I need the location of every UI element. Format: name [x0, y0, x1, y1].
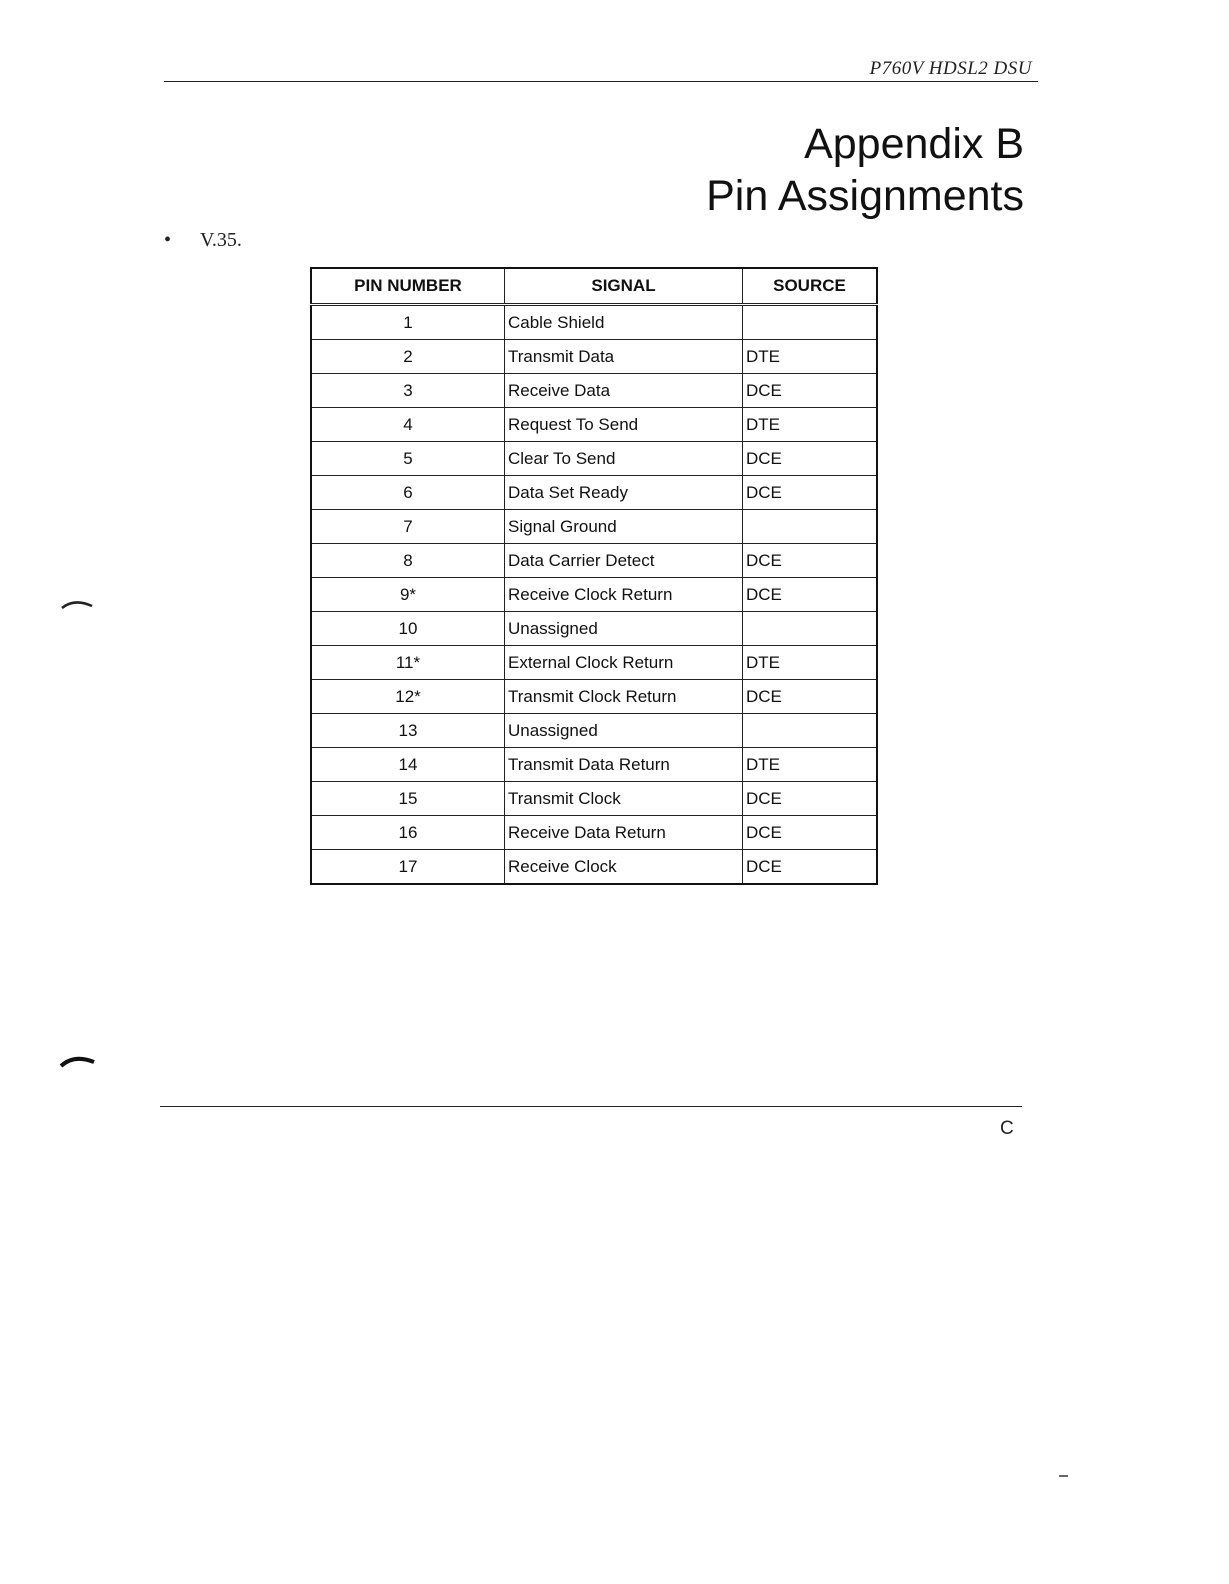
pin-number-cell: 3: [311, 374, 505, 408]
running-header: P760V HDSL2 DSU: [869, 58, 1032, 79]
source-cell: [743, 612, 878, 646]
signal-cell: Request To Send: [505, 408, 743, 442]
footer-rule: [160, 1106, 1022, 1107]
signal-cell: External Clock Return: [505, 646, 743, 680]
pin-number-cell: 6: [311, 476, 505, 510]
header-rule: [164, 81, 1038, 82]
source-cell: DTE: [743, 340, 878, 374]
pin-number-cell: 5: [311, 442, 505, 476]
title-line-appendix: Appendix B: [804, 120, 1024, 168]
bullet-item: [164, 229, 242, 252]
scan-mark-upper: [60, 596, 96, 612]
pin-number-cell: 12*: [311, 680, 505, 714]
table-body: [311, 305, 877, 885]
signal-cell: Clear To Send: [505, 442, 743, 476]
signal-cell: Receive Data: [505, 374, 743, 408]
header-pin-number: PIN NUMBER: [311, 268, 505, 305]
title-line-pin-assignments: Pin Assignments: [706, 172, 1024, 220]
header-source: SOURCE: [743, 268, 878, 305]
pin-number-cell: 7: [311, 510, 505, 544]
table-row: [311, 305, 877, 340]
signal-cell: Receive Clock: [505, 850, 743, 885]
signal-cell: Transmit Clock Return: [505, 680, 743, 714]
table-row: [311, 816, 877, 850]
signal-cell: Unassigned: [505, 612, 743, 646]
source-cell: DCE: [743, 816, 878, 850]
pin-number-cell: 15: [311, 782, 505, 816]
table-row: [311, 850, 877, 885]
source-cell: [743, 305, 878, 340]
table-row: [311, 476, 877, 510]
table-row: [311, 646, 877, 680]
signal-cell: Signal Ground: [505, 510, 743, 544]
source-cell: DCE: [743, 782, 878, 816]
table-row: [311, 748, 877, 782]
source-cell: DCE: [743, 680, 878, 714]
signal-cell: Receive Clock Return: [505, 578, 743, 612]
table-row: [311, 510, 877, 544]
source-cell: DCE: [743, 442, 878, 476]
signal-cell: Unassigned: [505, 714, 743, 748]
source-cell: DCE: [743, 578, 878, 612]
table-row: [311, 578, 877, 612]
table-header-row: [311, 268, 877, 305]
table-row: [311, 408, 877, 442]
table-row: [311, 782, 877, 816]
source-cell: DTE: [743, 408, 878, 442]
table-row: [311, 442, 877, 476]
signal-cell: Data Set Ready: [505, 476, 743, 510]
pin-number-cell: 4: [311, 408, 505, 442]
page-title: [706, 118, 1024, 222]
table-row: [311, 714, 877, 748]
table-row: [311, 612, 877, 646]
signal-cell: Receive Data Return: [505, 816, 743, 850]
pin-assignment-table: [310, 267, 878, 885]
pin-number-cell: 1: [311, 305, 505, 340]
source-cell: DTE: [743, 646, 878, 680]
table-row: [311, 374, 877, 408]
table-row: [311, 680, 877, 714]
source-cell: DCE: [743, 850, 878, 885]
bullet-text: V.35.: [200, 229, 242, 251]
bullet-symbol: •: [164, 229, 172, 251]
source-cell: DTE: [743, 748, 878, 782]
pin-number-cell: 11*: [311, 646, 505, 680]
page-label: C: [1000, 1118, 1014, 1139]
signal-cell: Cable Shield: [505, 305, 743, 340]
table-row: [311, 544, 877, 578]
pin-number-cell: 10: [311, 612, 505, 646]
pin-number-cell: 2: [311, 340, 505, 374]
header-signal: SIGNAL: [505, 268, 743, 305]
source-cell: [743, 510, 878, 544]
source-cell: [743, 714, 878, 748]
scan-mark-lower: [58, 1052, 98, 1070]
pin-number-cell: 13: [311, 714, 505, 748]
signal-cell: Transmit Clock: [505, 782, 743, 816]
pin-number-cell: 16: [311, 816, 505, 850]
pin-number-cell: 8: [311, 544, 505, 578]
source-cell: DCE: [743, 374, 878, 408]
pin-number-cell: 9*: [311, 578, 505, 612]
source-cell: DCE: [743, 476, 878, 510]
signal-cell: Data Carrier Detect: [505, 544, 743, 578]
table-row: [311, 340, 877, 374]
signal-cell: Transmit Data Return: [505, 748, 743, 782]
signal-cell: Transmit Data: [505, 340, 743, 374]
pin-number-cell: 14: [311, 748, 505, 782]
pin-number-cell: 17: [311, 850, 505, 885]
scan-mark-corner: [1058, 1474, 1070, 1478]
source-cell: DCE: [743, 544, 878, 578]
